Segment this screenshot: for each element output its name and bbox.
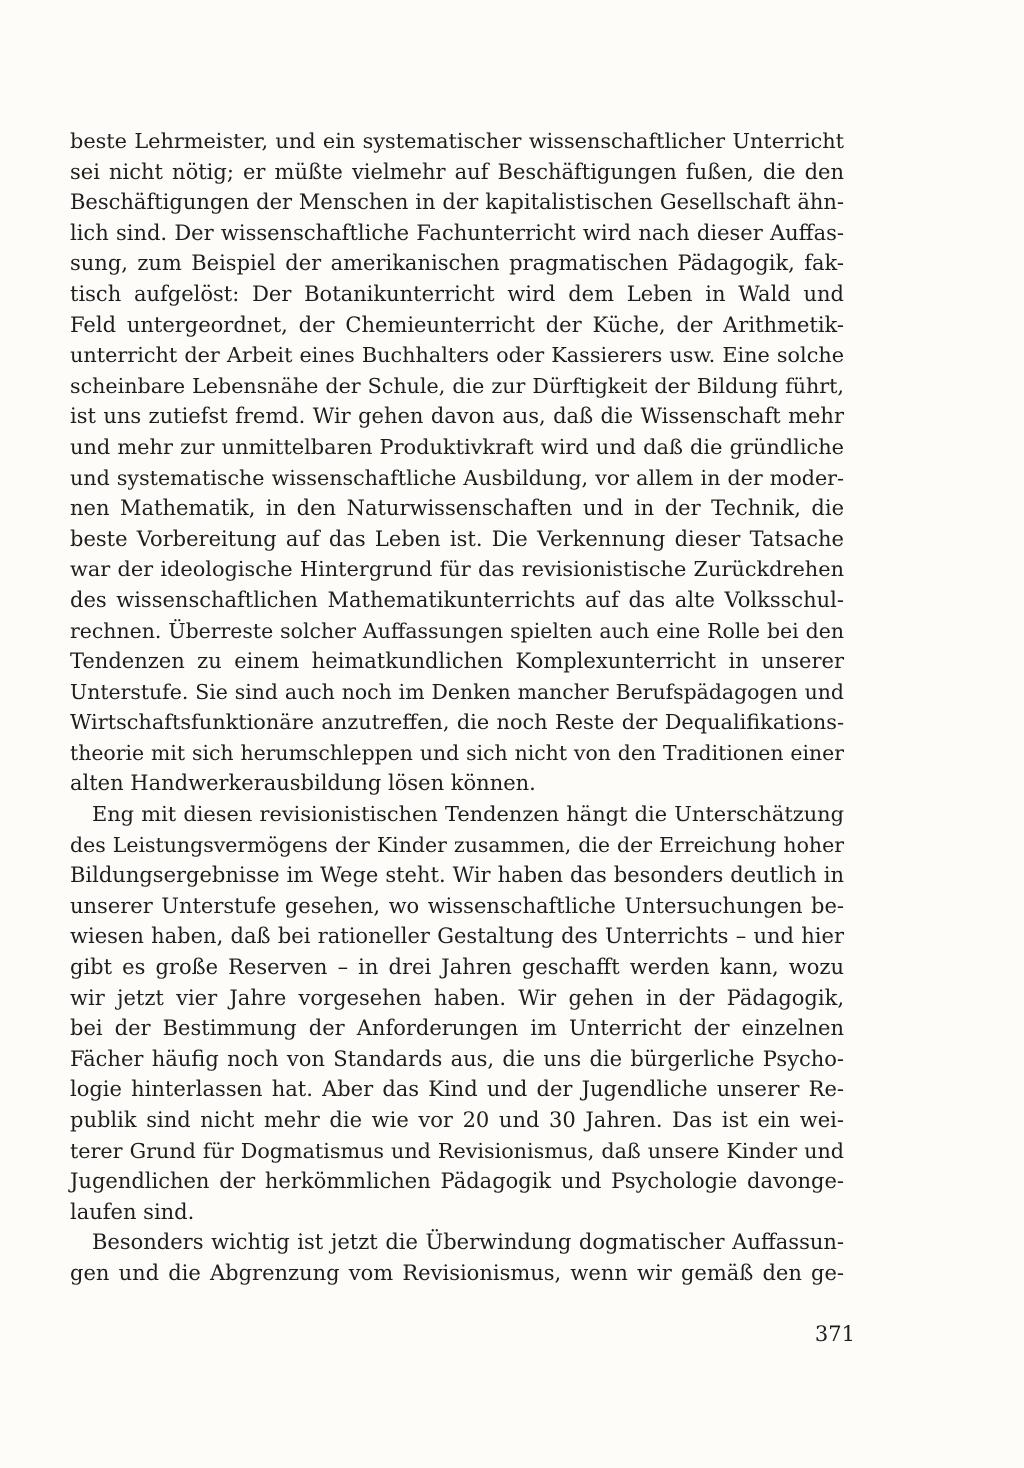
text-line: unserer Unterstufe gesehen, wo wissenschaftliche Untersuchungen be- [70,893,844,918]
text-line: sei nicht nötig; er müßte vielmehr auf Beschäftigungen fußen, die den [70,159,844,184]
text-line: gibt es große Reserven – in drei Jahren geschafft werden kann, wozu [70,955,844,980]
text-line: Tendenzen zu einem heimatkundlichen Komplexunterricht in unserer [70,649,844,674]
text-line: wiesen haben, daß bei rationeller Gestaltung des Unterrichts – und hier [70,924,844,949]
text-line: beste Lehrmeister, und ein systematischer wissenschaftlicher Unterricht [70,129,844,153]
text-line: wir jetzt vier Jahre vorgesehen haben. Wir gehen in der Pädagogik, [70,985,844,1010]
text-line: Wirtschaftsfunktionäre anzutreffen, die noch Reste der Dequalifikations- [70,710,844,735]
text-line: sung, zum Beispiel der amerikanischen pragmatischen Pädagogik, fak- [70,251,844,276]
text-line: des Leistungsvermögens der Kinder zusammen, die der Erreichung hoher [70,832,844,857]
text-line: theorie mit sich herumschleppen und sich nicht von den Traditionen einer [70,740,844,765]
text-line: laufen sind. [70,1199,195,1224]
text-line: ist uns zutiefst fremd. Wir gehen davon aus, daß die Wissenschaft mehr [70,404,844,429]
text-line: alten Handwerkerausbildung lösen können. [70,771,536,796]
text-line: und mehr zur unmittelbaren Produktivkraft wird und daß die gründliche [70,434,844,459]
text-line: Fächer häufig noch von Standards aus, die uns die bürgerliche Psycho- [70,1046,844,1071]
text-line: Besonders wichtig ist jetzt die Überwindung dogmatischer Auffassun- [92,1230,844,1255]
text-line: nen Mathematik, in den Naturwissenschaften und in der Technik, die [70,496,844,521]
text-line: des wissenschaftlichen Mathematikunterrichts auf das alte Volksschul- [70,587,844,612]
text-line: war der ideologische Hintergrund für das revisionistische Zurückdrehen [70,557,844,582]
text-line: logie hinterlassen hat. Aber das Kind und der Jugendliche unserer Re- [70,1077,844,1102]
text-line: und systematische wissenschaftliche Ausbildung, vor allem in der moder- [70,465,844,490]
text-line: Unterstufe. Sie sind auch noch im Denken mancher Berufspädagogen und [70,679,844,704]
text-line: Bildungsergebnisse im Wege steht. Wir haben das besonders deutlich in [70,863,844,888]
text-line: rechnen. Überreste solcher Auffassungen spielten auch eine Rolle bei den [70,618,844,643]
text-line: unterricht der Arbeit eines Buchhalters oder Kassierers usw. Eine solche [70,343,844,368]
text-line: Jugendlichen der herkömmlichen Pädagogik und Psychologie davonge- [70,1169,844,1194]
text-line: gen und die Abgrenzung vom Revisionismus, wenn wir gemäß den ge- [70,1260,844,1285]
text-line: publik sind nicht mehr die wie vor 20 und 30 Jahren. Das ist ein wei- [70,1108,844,1132]
text-line: Beschäftigungen der Menschen in der kapitalistischen Gesellschaft ähn- [70,190,844,215]
text-line: terer Grund für Dogmatismus und Revisionismus, daß unsere Kinder und [70,1138,844,1163]
text-line: scheinbare Lebensnähe der Schule, die zur Dürftigkeit der Bildung führt, [70,373,844,398]
text-line: Feld untergeordnet, der Chemieunterricht der Küche, der Arithmetik- [70,312,844,337]
text-line: lich sind. Der wissenschaftliche Fachunterricht wird nach dieser Auffas- [70,220,844,245]
text-line: Eng mit diesen revisionistischen Tendenzen hängt die Unterschätzung [92,802,844,827]
text-line: bei der Bestimmung der Anforderungen im Unterricht der einzelnen [70,1016,844,1041]
text-line: tisch aufgelöst: Der Botanikunterricht wird dem Leben in Wald und [70,281,844,306]
body-text [70,126,844,1289]
text-line: beste Vorbereitung auf das Leben ist. Die Verkennung dieser Tatsache [70,526,844,551]
page-number: 371 [814,1322,855,1346]
